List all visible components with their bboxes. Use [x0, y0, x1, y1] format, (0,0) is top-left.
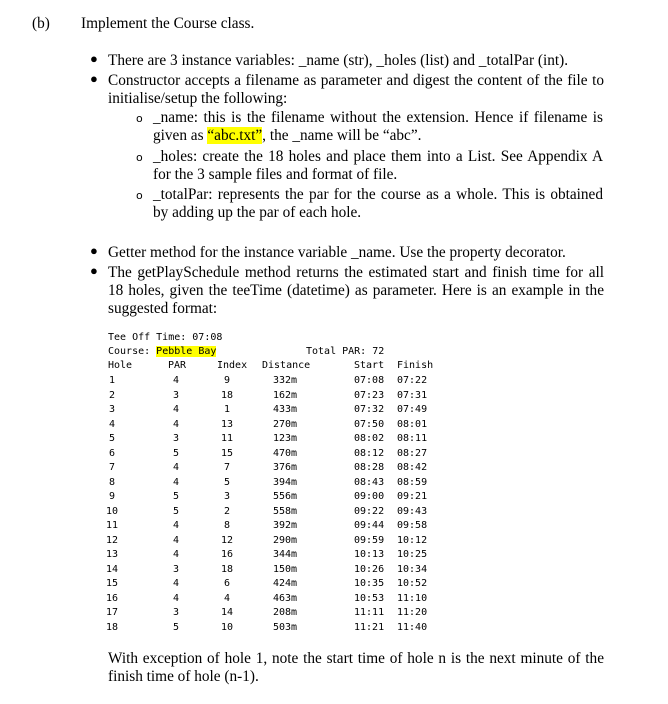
- cell-finish: 07:49: [397, 404, 428, 415]
- table-row: [0, 621, 668, 635]
- cell-index: 4: [223, 592, 231, 604]
- cell-par: 5: [172, 491, 180, 502]
- cell-finish: 08:01: [397, 418, 428, 430]
- cell-distance: 162m: [273, 389, 298, 401]
- cell-finish: 07:31: [397, 389, 428, 401]
- sub-bullet-marker: o: [136, 112, 143, 125]
- table-row: [0, 606, 668, 620]
- cell-start: 08:02: [354, 433, 385, 444]
- cell-start: 08:43: [354, 476, 385, 488]
- total-par: Total PAR: 72: [306, 346, 385, 357]
- cell-start: 10:53: [354, 592, 385, 604]
- cell-par: 4: [172, 462, 180, 473]
- course-line: [108, 345, 216, 359]
- sub-bullet-name-text: _name: this is the filename without the extension. Hence if filename is given as: [153, 109, 603, 144]
- cell-finish: 09:58: [397, 520, 428, 531]
- header-finish: Finish: [397, 360, 434, 371]
- cell-par: 4: [172, 578, 180, 589]
- table-row: [0, 519, 668, 533]
- cell-start: 09:59: [354, 534, 385, 546]
- sub-bullet-name-text-end: , the _name will be “abc”.: [262, 127, 422, 144]
- sub-bullet-totalpar: _totalPar: represents the par for the course as a whole. This is obtained by adding up the par of each hole.: [153, 186, 603, 221]
- cell-start: 10:13: [354, 549, 385, 560]
- cell-hole: 13: [105, 549, 119, 560]
- cell-distance: 123m: [273, 433, 298, 444]
- sub-bullet-holes: _holes: create the 18 holes and place them into a List. See Appendix A for the 3 sample files and format of file.: [153, 148, 603, 183]
- cell-finish: 09:21: [397, 491, 428, 502]
- cell-distance: 433m: [273, 404, 298, 415]
- table-row: [0, 403, 668, 417]
- cell-par: 3: [172, 563, 180, 575]
- cell-hole: 17: [105, 607, 119, 618]
- cell-hole: 4: [108, 418, 116, 430]
- cell-finish: 10:12: [397, 534, 428, 546]
- footer-note: With exception of hole 1, note the start time of hole n is the next minute of the finish time of hole (n-1).: [108, 650, 604, 685]
- sub-bullet-marker: o: [136, 151, 143, 164]
- cell-hole: 3: [108, 404, 116, 415]
- cell-index: 8: [223, 520, 231, 531]
- cell-start: 09:22: [354, 505, 385, 517]
- cell-hole: 16: [105, 592, 119, 604]
- cell-distance: 556m: [273, 491, 298, 502]
- cell-hole: 1: [108, 375, 116, 386]
- cell-index: 7: [223, 462, 231, 473]
- sub-bullet-marker: o: [136, 189, 143, 202]
- bullet-marker: ●: [90, 71, 98, 86]
- cell-par: 4: [172, 549, 180, 560]
- cell-index: 13: [220, 418, 234, 430]
- cell-finish: 11:40: [397, 621, 428, 633]
- cell-par: 5: [172, 621, 180, 633]
- cell-hole: 2: [108, 389, 116, 401]
- part-label: (b): [32, 15, 50, 32]
- table-row: [0, 432, 668, 446]
- cell-par: 3: [172, 607, 180, 618]
- bullet-playschedule: The getPlaySchedule method returns the estimated start and finish time for all 18 holes, given the teeTime (datetime) as parameter. Here is an example in the suggested format:: [108, 264, 604, 317]
- cell-index: 6: [223, 578, 231, 589]
- table-row: [0, 505, 668, 519]
- cell-finish: 10:25: [397, 549, 428, 560]
- cell-distance: 503m: [273, 621, 298, 633]
- schedule-header-row: [0, 359, 668, 373]
- cell-finish: 11:10: [397, 592, 428, 604]
- cell-index: 14: [220, 607, 234, 618]
- cell-hole: 5: [108, 433, 116, 444]
- tee-off-time: Tee Off Time: 07:08: [108, 332, 223, 343]
- cell-hole: 6: [108, 447, 116, 459]
- section-heading: Implement the Course class.: [81, 15, 255, 32]
- cell-index: 2: [223, 505, 231, 517]
- cell-start: 11:21: [354, 621, 385, 633]
- cell-index: 9: [223, 375, 231, 386]
- header-par: PAR: [168, 360, 187, 371]
- header-start: Start: [354, 360, 385, 371]
- cell-finish: 08:27: [397, 447, 428, 459]
- cell-distance: 344m: [273, 549, 298, 560]
- table-row: [0, 490, 668, 504]
- table-row: [0, 418, 668, 432]
- cell-index: 10: [220, 621, 234, 633]
- cell-start: 10:35: [354, 578, 385, 589]
- bullet-getter: Getter method for the instance variable _name. Use the property decorator.: [108, 244, 566, 261]
- table-row: [0, 548, 668, 562]
- cell-distance: 290m: [273, 534, 298, 546]
- cell-distance: 394m: [273, 476, 298, 488]
- cell-hole: 11: [105, 520, 119, 531]
- cell-start: 07:08: [354, 375, 385, 386]
- cell-start: 11:11: [354, 607, 385, 618]
- cell-finish: 08:11: [397, 433, 428, 444]
- cell-index: 18: [220, 563, 234, 575]
- header-distance: Distance: [262, 360, 311, 371]
- cell-finish: 08:59: [397, 476, 428, 488]
- course-label: Course:: [108, 346, 157, 357]
- cell-distance: 424m: [273, 578, 298, 589]
- cell-distance: 376m: [273, 462, 298, 473]
- cell-finish: 09:43: [397, 505, 428, 517]
- cell-index: 15: [220, 447, 234, 459]
- cell-finish: 07:22: [397, 375, 428, 386]
- cell-hole: 18: [105, 621, 119, 633]
- bullet-marker: ●: [90, 263, 98, 278]
- cell-par: 4: [172, 375, 180, 386]
- table-row: [0, 476, 668, 490]
- cell-distance: 463m: [273, 592, 298, 604]
- cell-par: 4: [172, 418, 180, 430]
- cell-par: 3: [172, 433, 180, 444]
- cell-start: 07:32: [354, 404, 385, 415]
- cell-index: 16: [220, 549, 234, 560]
- cell-par: 5: [172, 505, 180, 517]
- cell-distance: 270m: [273, 418, 298, 430]
- cell-par: 4: [172, 520, 180, 531]
- cell-hole: 14: [105, 563, 119, 575]
- table-row: [0, 534, 668, 548]
- cell-hole: 12: [105, 534, 119, 546]
- table-row: [0, 592, 668, 606]
- cell-par: 4: [172, 404, 180, 415]
- cell-index: 12: [220, 534, 234, 546]
- cell-distance: 208m: [273, 607, 298, 618]
- table-row: [0, 374, 668, 388]
- cell-finish: 10:34: [397, 563, 428, 575]
- cell-par: 5: [172, 447, 180, 459]
- course-name: Pebble Bay: [156, 346, 217, 357]
- cell-par: 4: [172, 592, 180, 604]
- table-row: [0, 563, 668, 577]
- cell-distance: 558m: [273, 505, 298, 517]
- cell-hole: 15: [105, 578, 119, 589]
- cell-par: 3: [172, 389, 180, 401]
- cell-index: 18: [220, 389, 234, 401]
- cell-index: 3: [223, 491, 231, 502]
- table-row: [0, 389, 668, 403]
- cell-index: 5: [223, 476, 231, 488]
- cell-distance: 470m: [273, 447, 298, 459]
- bullet-instance-vars: There are 3 instance variables: _name (str), _holes (list) and _totalPar (int).: [108, 52, 569, 69]
- cell-hole: 9: [108, 491, 116, 502]
- cell-distance: 332m: [273, 375, 298, 386]
- bullet-marker: ●: [90, 243, 98, 258]
- cell-index: 1: [223, 404, 231, 415]
- cell-start: 08:12: [354, 447, 385, 459]
- cell-start: 09:44: [354, 520, 385, 531]
- header-index: Index: [217, 360, 248, 371]
- cell-hole: 10: [105, 505, 119, 517]
- table-row: [0, 447, 668, 461]
- cell-start: 09:00: [354, 491, 385, 502]
- sub-bullet-name: [153, 109, 603, 145]
- cell-start: 08:28: [354, 462, 385, 473]
- cell-par: 4: [172, 534, 180, 546]
- cell-finish: 11:20: [397, 607, 428, 618]
- cell-start: 10:26: [354, 563, 385, 575]
- cell-start: 07:50: [354, 418, 385, 430]
- table-row: [0, 461, 668, 475]
- header-hole: Hole: [108, 360, 133, 371]
- bullet-marker: ●: [90, 51, 98, 66]
- cell-finish: 10:52: [397, 578, 428, 589]
- bullet-constructor: Constructor accepts a filename as parameter and digest the content of the file to initialise/setup the following:: [108, 72, 604, 107]
- cell-hole: 8: [108, 476, 116, 488]
- cell-finish: 08:42: [397, 462, 428, 473]
- cell-start: 07:23: [354, 389, 385, 401]
- cell-hole: 7: [108, 462, 116, 473]
- cell-par: 4: [172, 476, 180, 488]
- cell-index: 11: [220, 433, 234, 444]
- table-row: [0, 577, 668, 591]
- cell-distance: 392m: [273, 520, 298, 531]
- cell-distance: 150m: [273, 563, 298, 575]
- highlighted-filename: “abc.txt”: [207, 127, 263, 144]
